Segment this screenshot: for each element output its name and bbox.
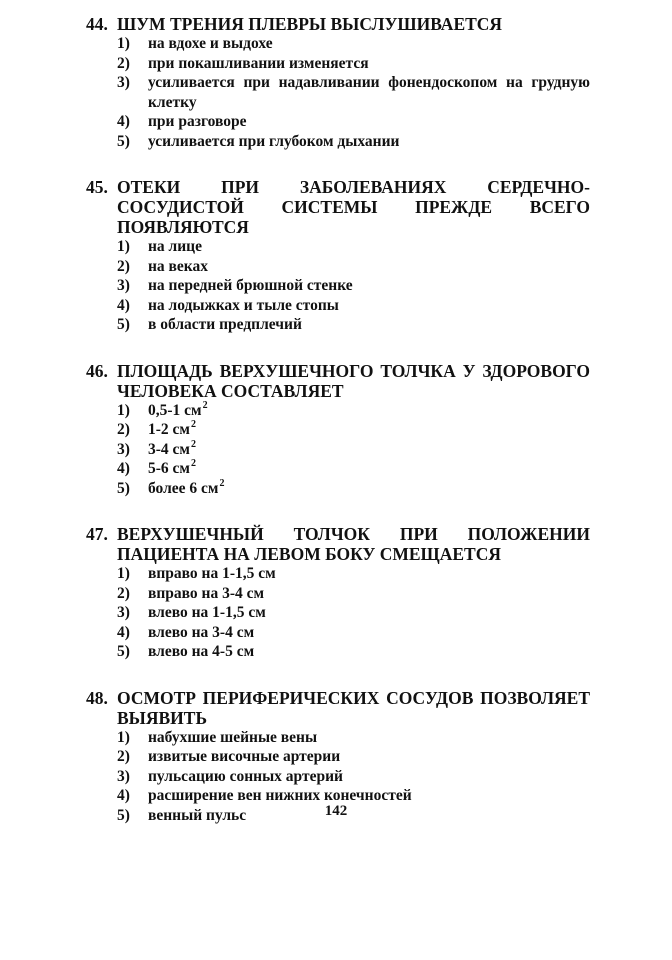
option-number: 5) [117,479,130,497]
option-number: 1) [117,565,130,582]
option-text: венный пульс [148,806,247,824]
option-text: 5-6 см [148,460,190,477]
option-number: 4) [117,623,130,641]
option-number: 1) [117,35,130,52]
option-text: 0,5-1 см [148,401,202,419]
superscript: 2 [190,438,196,450]
option-number: 1) [117,238,130,255]
option-number: 4) [117,787,130,804]
question-heading [86,14,590,34]
answer-option [86,237,590,257]
option-number: 4) [117,113,130,130]
answer-option [86,747,590,767]
option-text: расширение вен нижних конечностей [148,787,412,804]
question-heading [86,524,590,564]
option-text: в области предплечий [148,316,302,333]
option-number: 4) [117,460,130,477]
superscript: 2 [190,458,196,469]
option-text-wrap [148,420,590,440]
superscript: 2 [219,477,225,489]
option-text-wrap [148,401,590,421]
answer-option [86,73,590,112]
answer-option [86,728,590,748]
option-text: усиливается при надавливании фонендоскопом на грудную клетку [148,74,590,111]
option-text: на лице [148,238,202,255]
answer-option [86,132,590,152]
answer-option [86,642,590,662]
question-text: ВЕРХУШЕЧНЫЙ ТОЛЧОК ПРИ ПОЛОЖЕНИИ ПАЦИЕНТА НА ЛЕВОМ БОКУ СМЕЩАЕТСЯ [117,524,590,564]
option-text: набухшие шейные вены [148,728,318,746]
option-number: 1) [117,401,130,419]
answer-options [86,564,590,662]
option-number: 3) [117,604,130,621]
answer-option [86,459,590,479]
answer-option [86,401,590,421]
answer-option [86,564,590,584]
answer-option [86,420,590,440]
option-text: усиливается при глубоком дыхании [148,132,400,150]
answer-options [86,34,590,151]
answer-option [86,767,590,787]
question-number: 48. [86,687,108,708]
question-heading [86,688,590,728]
question-44 [86,14,590,151]
option-text: 3-4 см [148,440,190,458]
option-text: влево на 4-5 см [148,643,255,660]
option-text: пульсацию сонных артерий [148,767,343,785]
question-text: ПЛОЩАДЬ ВЕРХУШЕЧНОГО ТОЛЧКА У ЗДОРОВОГО ЧЕЛОВЕКА СОСТАВЛЯЕТ [117,360,590,401]
answer-option [86,440,590,460]
answer-option [86,603,590,623]
option-number: 2) [117,748,130,765]
superscript: 2 [190,419,196,430]
question-number: 45. [86,177,108,197]
question-number: 46. [86,360,108,381]
option-text: на передней брюшной стенке [148,277,353,294]
option-number: 3) [117,74,130,91]
answer-option [86,623,590,643]
question-number: 47. [86,524,108,544]
option-text: вправо на 3-4 см [148,584,265,602]
question-number: 44. [86,14,108,34]
option-text-wrap [148,459,590,479]
question-heading [86,177,590,237]
question-45 [86,177,590,335]
question-page [86,14,590,851]
option-text: при покашливании изменяется [148,54,369,72]
answer-option [86,479,590,499]
question-46 [86,361,590,499]
option-text: извитые височные артерии [148,748,341,765]
question-text: ОСМОТР ПЕРИФЕРИЧЕСКИХ СОСУДОВ ПОЗВОЛЯЕТ ВЫЯВИТЬ [117,687,590,728]
answer-option [86,296,590,316]
question-text: ОТЕКИ ПРИ ЗАБОЛЕВАНИЯХ СЕРДЕЧНО-СОСУДИСТОЙ СИСТЕМЫ ПРЕЖДЕ ВСЕГО ПОЯВЛЯЮТСЯ [117,177,590,237]
answer-options [86,401,590,499]
question-47 [86,524,590,662]
option-number: 5) [117,806,130,824]
answer-option [86,315,590,335]
page-number: 142 [324,803,348,819]
option-text: более 6 см [148,479,219,497]
answer-option [86,584,590,604]
question-heading [86,361,590,401]
option-number: 4) [117,296,130,314]
option-number: 5) [117,643,130,660]
answer-option [86,276,590,296]
option-text: влево на 3-4 см [148,623,255,641]
answer-option [86,34,590,54]
option-number: 3) [117,440,130,458]
question-text: ШУМ ТРЕНИЯ ПЛЕВРЫ ВЫСЛУШИВАЕТСЯ [117,14,503,34]
option-number: 3) [117,277,130,294]
option-text: влево на 1-1,5 см [148,604,266,621]
option-text: на лодыжках и тыле стопы [148,296,339,314]
option-number: 2) [117,257,130,275]
answer-options [86,237,590,335]
option-number: 1) [117,728,130,746]
option-text-wrap [148,479,590,499]
option-number: 5) [117,316,130,333]
option-text-wrap [148,440,590,460]
option-number: 5) [117,132,130,150]
answer-option [86,257,590,277]
answer-option [86,54,590,74]
option-number: 2) [117,584,130,602]
answer-option [86,112,590,132]
superscript: 2 [202,399,208,411]
option-text: при разговоре [148,113,247,130]
option-number: 2) [117,54,130,72]
option-number: 3) [117,767,130,785]
option-text: на вдохе и выдохе [148,35,273,52]
option-text: вправо на 1-1,5 см [148,565,276,582]
option-text: на веках [148,257,209,275]
option-number: 2) [117,421,130,438]
option-text: 1-2 см [148,421,190,438]
